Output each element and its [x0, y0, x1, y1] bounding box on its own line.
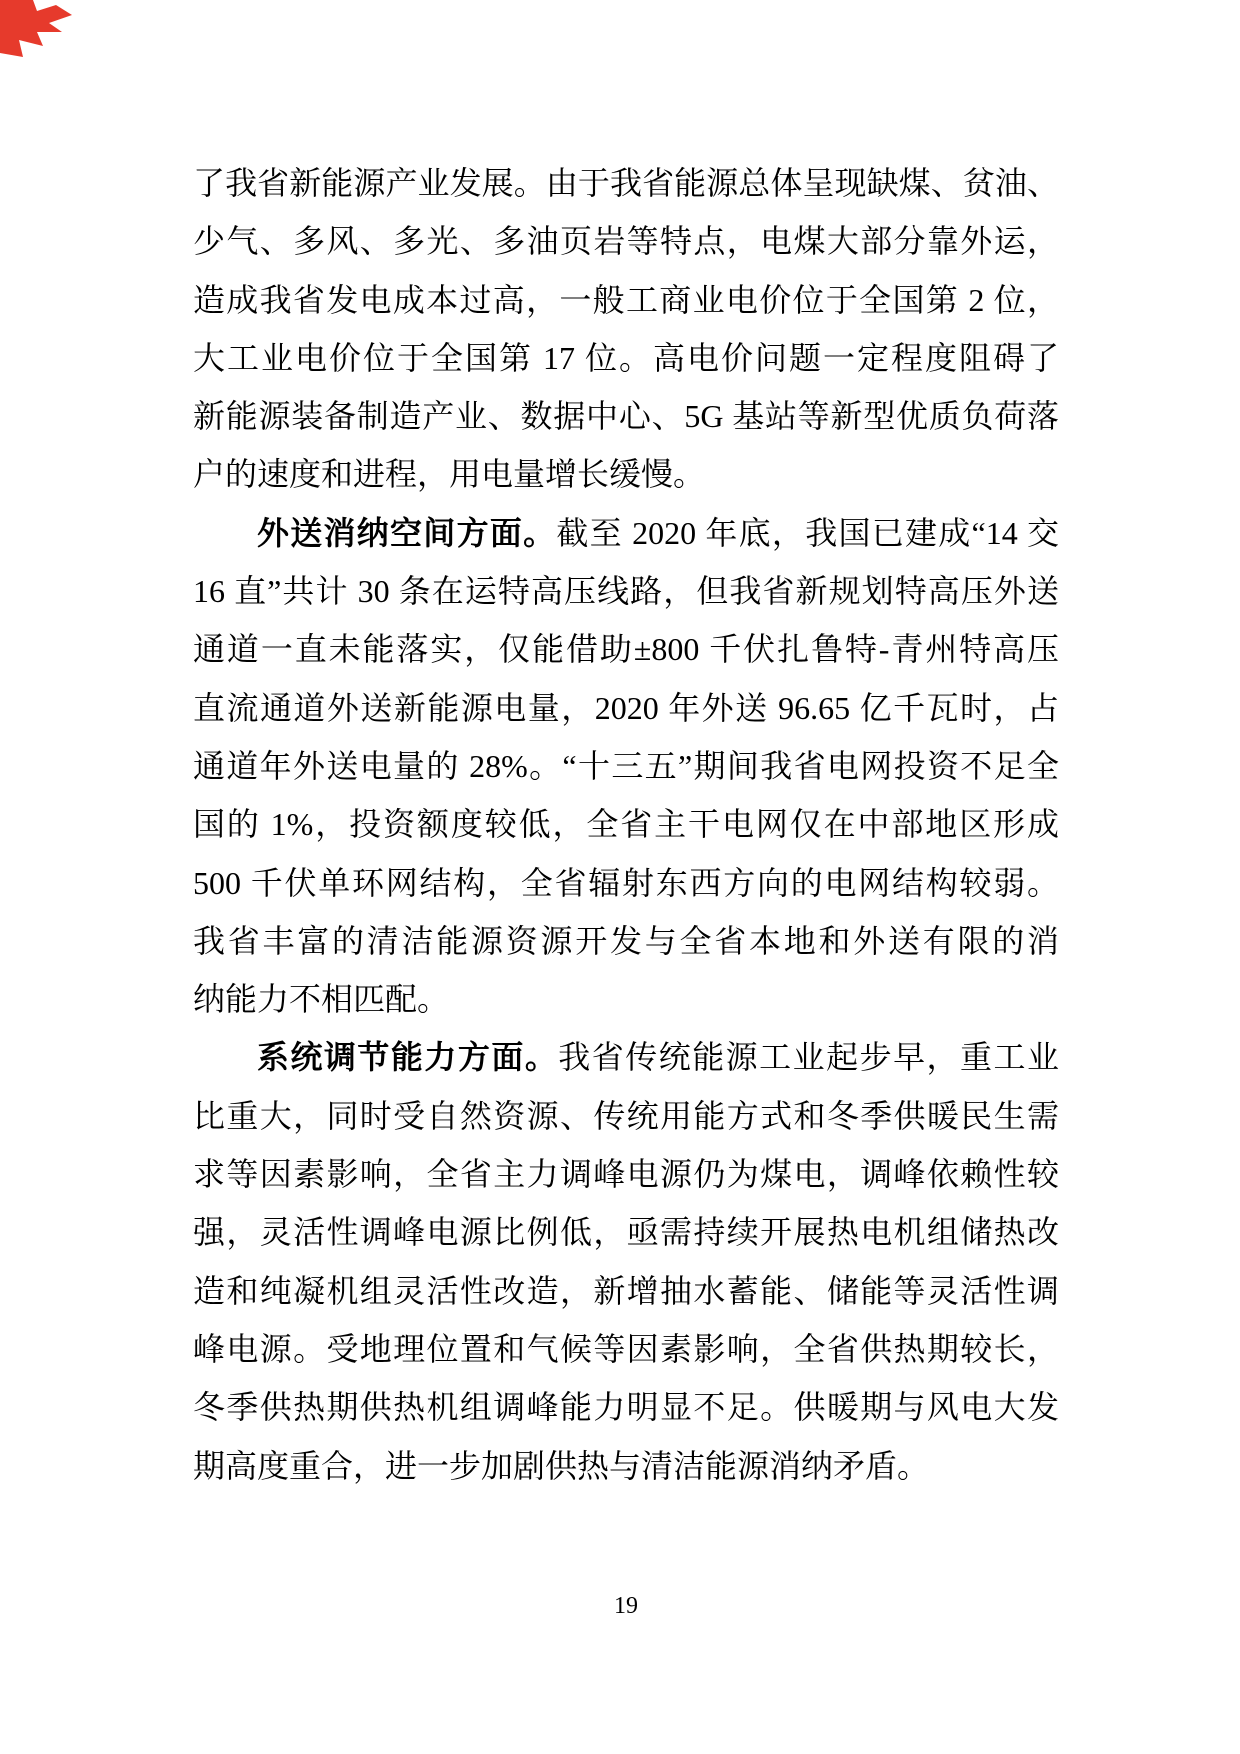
text-line	[193, 445, 1059, 503]
paragraph-text: 纳能力不相匹配。	[193, 981, 450, 1018]
text-line	[193, 387, 1059, 445]
paragraph-text: 通道年外送电量的 28%。“十三五”期间我省电网投资不足全	[193, 747, 1059, 784]
red-corner-scribble-mark	[0, 0, 78, 60]
text-line	[193, 1437, 1059, 1495]
text-line	[193, 1262, 1059, 1320]
paragraph-text: 强，灵活性调峰电源比例低，亟需持续开展热电机组储热改	[193, 1214, 1059, 1251]
text-line	[193, 854, 1059, 912]
paragraph-text: 500 千伏单环网结构，全省辐射东西方向的电网结构较弱。	[193, 864, 1059, 901]
text-line	[193, 970, 1059, 1028]
text-line	[193, 1320, 1059, 1378]
paragraph-text: 比重大，同时受自然资源、传统用能方式和冬季供暖民生需	[193, 1097, 1059, 1134]
text-line	[193, 679, 1059, 737]
paragraph-text: 我省丰富的清洁能源资源开发与全省本地和外送有限的消	[193, 922, 1059, 959]
paragraph-text: 16 直”共计 30 条在运特高压线路，但我省新规划特高压外送	[193, 573, 1059, 610]
paragraph-lead-heading: 系统调节能力方面。	[257, 1039, 559, 1076]
text-line	[193, 795, 1059, 853]
text-line	[193, 1145, 1059, 1203]
paragraph-text: 求等因素影响，全省主力调峰电源仍为煤电，调峰依赖性较	[193, 1156, 1059, 1193]
paragraph-text: 新能源装备制造产业、数据中心、5G 基站等新型优质负荷落	[193, 398, 1059, 435]
paragraph-text: 了我省新能源产业发展。由于我省能源总体呈现缺煤、贫油、	[193, 165, 1059, 201]
text-line	[193, 562, 1059, 620]
text-line	[193, 1378, 1059, 1436]
text-line	[193, 504, 1059, 562]
text-line	[193, 1087, 1059, 1145]
paragraph-text: 通道一直未能落实，仅能借助±800 千伏扎鲁特-青州特高压	[193, 631, 1059, 668]
text-line	[193, 154, 1059, 212]
paragraph-text: 我省传统能源工业起步早，重工业	[558, 1039, 1059, 1076]
paragraph-text: 大工业电价位于全国第 17 位。高电价问题一定程度阻碍了	[193, 339, 1059, 376]
text-line	[193, 271, 1059, 329]
paragraph-text: 期高度重合，进一步加剧供热与清洁能源消纳矛盾。	[193, 1447, 930, 1484]
text-line	[193, 1203, 1059, 1261]
paragraph-text: 峰电源。受地理位置和气候等因素影响，全省供热期较长，	[193, 1330, 1059, 1367]
paragraph-text: 造成我省发电成本过高，一般工商业电价位于全国第 2 位，	[193, 281, 1059, 318]
paragraph-text: 冬季供热期供热机组调峰能力明显不足。供暖期与风电大发	[193, 1389, 1059, 1426]
paragraph-text: 国的 1%，投资额度较低，全省主干电网仅在中部地区形成	[193, 806, 1059, 843]
page-number: 19	[614, 1593, 638, 1619]
text-line	[193, 737, 1059, 795]
paragraph-text: 截至 2020 年底，我国已建成“14 交	[556, 514, 1059, 551]
paragraph-text: 少气、多风、多光、多油页岩等特点，电煤大部分靠外运，	[193, 223, 1059, 260]
paragraph-text: 户的速度和进程，用电量增长缓慢。	[193, 456, 706, 493]
red-corner-scribble-shape	[0, 0, 72, 57]
text-line	[193, 912, 1059, 970]
document-text-block	[193, 154, 1059, 1495]
text-line	[193, 212, 1059, 270]
paragraph-text: 直流通道外送新能源电量，2020 年外送 96.65 亿千瓦时，占	[193, 689, 1059, 726]
text-line	[193, 1028, 1059, 1086]
paragraph-text: 造和纯凝机组灵活性改造，新增抽水蓄能、储能等灵活性调	[193, 1272, 1059, 1309]
page-footer	[193, 1588, 1059, 1624]
paragraph-lead-heading: 外送消纳空间方面。	[257, 514, 557, 551]
text-line	[193, 620, 1059, 678]
text-line	[193, 329, 1059, 387]
